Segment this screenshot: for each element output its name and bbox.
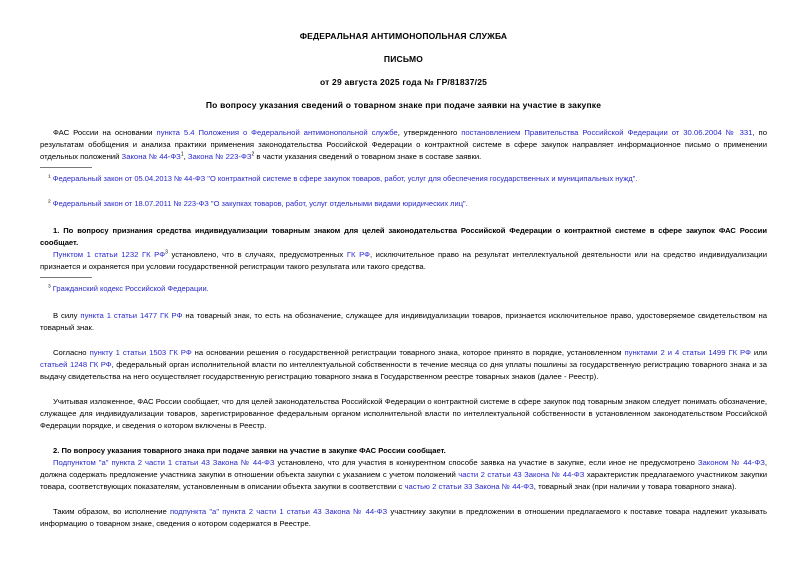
doc-paragraph-5 (40, 249, 767, 273)
text-run: 2. По вопросу указания товарного знака при подаче заявки на участие в закупке ФАС России сообщает. (53, 446, 446, 455)
doc-paragraph-10 (40, 396, 767, 432)
text-run: ФАС России на основании (53, 128, 157, 137)
footnote-separator-line (40, 277, 92, 278)
doc-heading-11 (40, 445, 767, 457)
text-run: В силу (53, 311, 81, 320)
text-run: или (750, 348, 767, 357)
footnote-marker: 3 (165, 249, 168, 256)
doc-link[interactable]: Пунктом 1 статьи 1232 ГК РФ (53, 250, 166, 259)
doc-link[interactable]: Подпунктом "а" пункта 2 части 1 статьи 43 Закона № 44-ФЗ (53, 458, 275, 467)
doc-link[interactable]: Закона № 44-ФЗ (121, 152, 181, 161)
doc-link[interactable]: Федеральный закон от 18.07.2011 № 223-ФЗ "О закупках товаров, работ, услуг отдельными видами юридических лиц". (52, 199, 468, 208)
footnote-marker: 2 (48, 199, 51, 205)
text-run: , должна содержать предложение участника закупки в отношении объекта закупки с указанием с учетом положений (40, 458, 767, 479)
doc-link[interactable]: Гражданский кодекс Российской Федерации. (52, 284, 209, 293)
text-run: Таким образом, во исполнение (53, 507, 170, 516)
text-run: 1. По вопросу признания средства индивидуализации товарным знаком для целей законодательства Российской Федерации о контрактной системе в сфере закупок ФАС России сообщает. (40, 226, 767, 247)
doc-link[interactable]: Федеральный закон от 05.04.2013 № 44-ФЗ "О контрактной системе в сфере закупок товаров, работ, услуг для обеспечения государственных и муниципальных нужд". (52, 174, 638, 183)
footnote-marker: 3 (48, 284, 51, 290)
footnote-marker: 1 (48, 174, 51, 180)
header-organization: ФЕДЕРАЛЬНАЯ АНТИМОНОПОЛЬНАЯ СЛУЖБА (299, 31, 508, 41)
text-run: установлено, что для участия в конкурентном способе заявка на участие в закупке, если иное не предусмотрено (274, 458, 698, 467)
text-run: установлено, что в случаях, предусмотренных (167, 250, 347, 259)
doc-link[interactable]: постановлением Правительства Российской Федерации от 30.06.2004 № 331 (461, 128, 753, 137)
doc-link[interactable]: ГК РФ (346, 250, 370, 259)
doc-paragraph-8 (40, 310, 767, 334)
doc-footnote-3 (40, 198, 767, 210)
footnote-separator-line (40, 167, 92, 168)
doc-paragraph-0 (40, 127, 767, 163)
text-run: , исключительное право на результат интеллектуальной деятельности или на средство индивидуализации признается и охраняется при условии государственной регистрации такого результата или такого средства. (40, 250, 767, 271)
doc-link[interactable]: пункту 1 статьи 1503 ГК РФ (89, 348, 192, 357)
doc-paragraph-13 (40, 506, 767, 530)
doc-link[interactable]: статьей 1248 ГК РФ (40, 360, 112, 369)
header-date-number: от 29 августа 2025 года № ГР/81837/25 (319, 77, 488, 87)
doc-link[interactable]: части 2 статьи 43 Закона № 44-ФЗ (458, 470, 585, 479)
header-document-type: ПИСЬМО (383, 54, 424, 64)
text-run: , по результатам обобщения и анализа практики применения законодательства Российской Федерации о контрактной системе в сфере закупок направляет информационное письмо о применении отдельных положений (40, 128, 767, 161)
document-title: По вопросу указания сведений о товарном знаке при подаче заявки на участие в закупке (205, 100, 602, 110)
text-run: , федеральный орган исполнительной власти по интеллектуальной собственности в течение месяца со дня уплаты пошлины за государственную регистрацию товарного знака и за выдачу свидетельства на него осуществляет государственную регистрацию товарного знака в Государственном реестре товарных знаков (далее - Реестр). (40, 360, 767, 381)
text-run: на основании решения о государственной регистрации товарного знака, которое принято в порядке, установленном (191, 348, 625, 357)
text-run: Учитывая изложенное, ФАС России сообщает, что для целей законодательства Российской Федерации о контрактной системе в сфере закупок под товарным знаком следует понимать обозначение, служащее для индивидуализации товаров, зарегистрированное федеральным органом исполнительной власти по интеллектуальной собственности в установленном законодательством Российской Федерации порядке, и сведения о котором включены в Реестр. (40, 397, 767, 430)
text-run: участнику закупки в предложении в отношении предлагаемого к поставке товара надлежит указывать информацию о товарном знаке, сведения о котором содержатся в Реестре. (40, 507, 768, 528)
text-run: в части указания сведений о товарном знаке в составе заявки. (254, 152, 482, 161)
doc-link[interactable]: подпункта "а" пункта 2 части 1 статьи 43 Закона № 44-ФЗ (170, 507, 388, 516)
doc-paragraph-12 (40, 457, 767, 493)
text-run: , утвержденного (397, 128, 462, 137)
doc-link[interactable]: частью 2 статьи 33 Закона № 44-ФЗ (404, 482, 534, 491)
doc-link[interactable]: Законом № 44-ФЗ (697, 458, 765, 467)
text-run: на товарный знак, то есть на обозначение, служащее для индивидуализации товаров, признается исключительное право, удостоверяемое свидетельством на товарный знак. (40, 311, 767, 332)
doc-link[interactable]: пункта 5.4 Положения о Федеральной антимонопольной службе (156, 128, 398, 137)
doc-paragraph-9 (40, 347, 767, 383)
doc-heading-4 (40, 225, 767, 249)
document-body (40, 127, 767, 530)
text-run: , товарный знак (при наличии у товара товарного знака). (533, 482, 737, 491)
text-run: Согласно (53, 348, 90, 357)
text-run: характеристик предлагаемого участником закупки товара, соответствующих показателям, установленным в описании объекта закупки в соответствии с (40, 470, 768, 491)
doc-link[interactable]: Закона № 223-ФЗ (187, 152, 252, 161)
doc-footnote-7 (40, 283, 767, 295)
doc-link[interactable]: пунктами 2 и 4 статьи 1499 ГК РФ (624, 348, 751, 357)
doc-footnote-2 (40, 173, 767, 185)
text-run: , (183, 152, 188, 161)
footnote-marker: 1 (180, 151, 184, 158)
doc-link[interactable]: пункта 1 статьи 1477 ГК РФ (80, 311, 183, 320)
footnote-marker: 2 (251, 151, 255, 158)
